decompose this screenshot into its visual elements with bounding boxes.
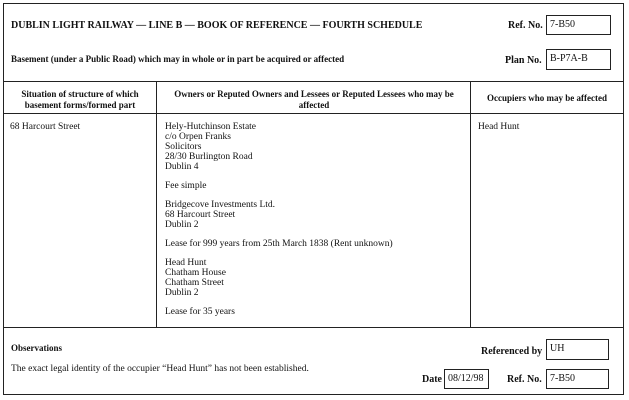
footer-ref-no-value: 7-B50 [546,369,609,389]
owner-line: Fee simple [165,181,207,191]
header-bottom-rule [3,113,624,114]
date-label: Date [422,374,442,385]
column-header-owners: Owners or Reputed Owners and Lessees or Reputed Lessees who may be affected [174,89,454,110]
document-subtitle: Basement (under a Public Road) which may in whole or in part be acquired or affected [11,54,345,64]
owner-line: Dublin 2 [165,288,199,298]
owner-paragraph [165,181,393,191]
occupier-cell: Head Hunt [478,122,520,132]
owners-cell [165,122,393,326]
owner-line: 68 Harcourt Street [165,210,236,220]
owner-paragraph [165,239,393,249]
owner-line: Lease for 35 years [165,307,235,317]
owner-paragraph [165,200,393,230]
column-header-occupiers: Occupiers who may be affected [487,93,607,103]
table-bottom-rule [3,327,624,328]
observations-text: The exact legal identity of the occupier “Head Hunt” has not been established. [11,364,309,374]
referenced-by-label: Referenced by [481,346,543,357]
owner-line: Hely-Hutchinson Estate [165,122,257,132]
footer-ref-no-label: Ref. No. [507,374,542,385]
owner-line: Lease for 999 years from 25th March 1838 (Rent unknown) [165,239,393,249]
owner-paragraph [165,307,393,317]
plan-no-label: Plan No. [505,55,542,66]
situation-cell: 68 Harcourt Street [10,122,81,132]
plan-no-value: B-P7A-B [546,49,611,70]
owner-line: Chatham House [165,268,226,278]
owner-line: Bridgecove Investments Ltd. [165,200,276,210]
column-divider-2 [470,81,471,327]
table-top-rule [3,81,624,82]
owner-paragraph [165,258,393,298]
date-value: 08/12/98 [444,369,489,389]
owner-line: Chatham Street [165,278,224,288]
referenced-by-value: UH [546,339,609,360]
owner-line: Dublin 4 [165,162,199,172]
ref-no-value: 7-B50 [546,15,611,35]
owner-line: Solicitors [165,142,202,152]
document-title: DUBLIN LIGHT RAILWAY — LINE B — BOOK OF REFERENCE — FOURTH SCHEDULE [11,20,423,31]
owner-line: Head Hunt [165,258,207,268]
column-divider-1 [156,81,157,327]
owner-paragraph [165,122,393,172]
owner-line: Dublin 2 [165,220,199,230]
observations-label: Observations [11,343,63,353]
owner-line: c/o Orpen Franks [165,132,231,142]
owner-line: 28/30 Burlington Road [165,152,253,162]
ref-no-label: Ref. No. [508,20,543,31]
column-header-situation: Situation of structure of which basement forms/formed part [21,89,139,110]
